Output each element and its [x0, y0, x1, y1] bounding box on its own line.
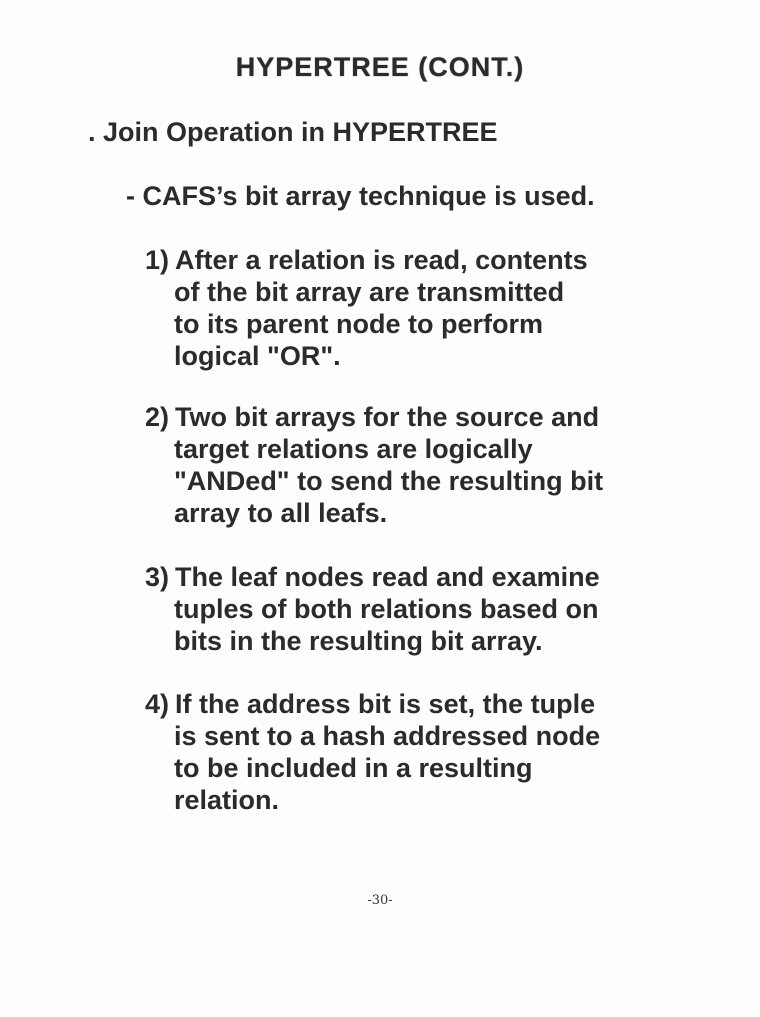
item-line: If the address bit is set, the tuple [175, 689, 596, 719]
item-line: "ANDed" to send the resulting bit [174, 466, 604, 496]
item-number: 2) [145, 402, 170, 432]
numbered-item-3 [145, 561, 600, 657]
main-bullet: . Join Operation in HYPERTREE [88, 117, 498, 147]
item-line: logical "OR". [174, 341, 341, 371]
item-line: to be included in a resulting [174, 753, 533, 783]
page-number: -30- [367, 893, 393, 908]
item-number: 4) [145, 689, 170, 719]
numbered-item-4 [145, 688, 600, 816]
numbered-item-2 [145, 401, 603, 529]
item-line: Two bit arrays for the source and [175, 402, 600, 432]
item-line: After a relation is read, contents [175, 245, 588, 275]
item-line: tuples of both relations based on [174, 594, 599, 624]
item-line: to its parent node to perform [174, 309, 544, 339]
item-line: bits in the resulting bit array. [174, 626, 543, 656]
item-line: array to all leafs. [174, 498, 388, 528]
sub-bullet: - CAFS’s bit array technique is used. [126, 181, 595, 211]
item-line: target relations are logically [174, 434, 533, 464]
item-line: relation. [174, 785, 280, 815]
item-number: 3) [145, 562, 170, 592]
item-line: is sent to a hash addressed node [174, 721, 601, 751]
item-line: The leaf nodes read and examine [175, 562, 600, 592]
item-number: 1) [145, 245, 170, 275]
page-title: HYPERTREE (CONT.) [235, 52, 525, 82]
numbered-item-1 [145, 244, 588, 372]
item-line: of the bit array are transmitted [174, 277, 565, 307]
